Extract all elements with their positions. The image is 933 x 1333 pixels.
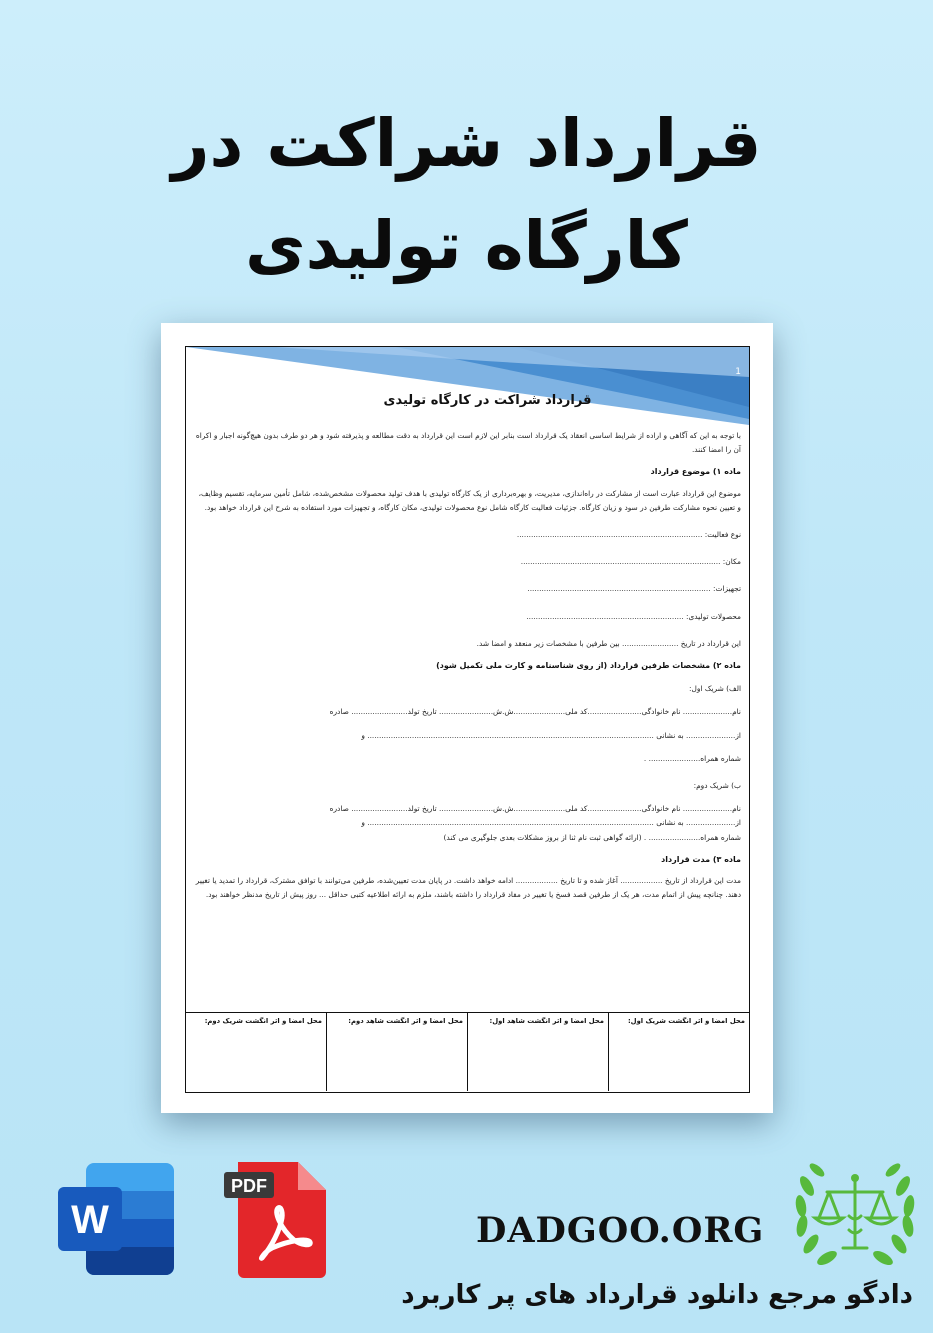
document-body — [194, 429, 741, 902]
party-1-line-3: شماره همراه...................... . — [643, 753, 741, 763]
field-products: محصولات تولیدی: ................................................................... — [526, 611, 741, 621]
article-3-text: مدت این قرارداد از تاریخ .................. آغاز شده و تا تاریخ .................. ادامه خواهد داشت. در پایان مدت تعیین‌شده، طرفین می‌توانند با توافق مشترک، قرارداد را تمدید یا تغییر دهند. چنانچه پیش از اتمام مدت، هر یک از طرفین قصد فسخ یا تغییر در مفاد قرارداد را داشته باشند، ملزم به ارائه اطلاعیه کتبی حداقل ... روز پیش از تاریخ مدنظر خواهند بود. — [195, 876, 741, 900]
party-1-label: الف) شریک اول: — [689, 684, 741, 694]
party-2-line-1: نام..................... نام خانوادگی.......................کد ملی......................ش.ش....................... تاریخ تولد........................ صادره — [329, 804, 741, 814]
signature-cell-second-witness[interactable]: محل امضا و اثر انگشت شاهد دوم: — [326, 1013, 467, 1091]
site-name[interactable]: DADGOO.ORG — [476, 1210, 765, 1251]
header-banner-graphic — [186, 347, 749, 427]
signature-cell-second-partner[interactable]: محل امضا و اثر انگشت شریک دوم: — [204, 1017, 322, 1025]
signature-cell-first-witness[interactable]: محل امضا و اثر انگشت شاهد اول: — [467, 1013, 608, 1091]
party-1-line-1: نام..................... نام خانوادگی.......................کد ملی......................ش.ش....................... تاریخ تولد........................ صادره — [329, 707, 741, 717]
pdf-icon[interactable] — [224, 1160, 328, 1278]
word-letter: W — [71, 1198, 109, 1242]
party-2-line-3: شماره همراه...................... . (ارائه گواهی ثبت نام ثنا از بروز مشکلات بعدی جلوگیری می کند) — [443, 832, 741, 842]
document-title: قرارداد شراکت در کارگاه تولیدی — [383, 393, 592, 408]
field-location: مکان: ..................................................................................... — [520, 557, 741, 567]
contract-date-line: این قرارداد در تاریخ ........................ بین طرفین با مشخصات زیر منعقد و امضا شد. — [476, 638, 741, 648]
hero-title-line-2: کارگاه تولیدی — [245, 207, 688, 284]
article-3-heading: ماده ۳) مدت قرارداد — [661, 854, 741, 864]
hero-title-line-1: قرارداد شراکت در — [171, 105, 762, 182]
signature-table — [186, 1012, 749, 1091]
field-activity: نوع فعالیت: ............................................................................... — [516, 530, 741, 540]
party-2-label: ب) شریک دوم: — [693, 781, 741, 791]
page-number: 1 — [735, 367, 741, 377]
signature-cell-first-partner[interactable]: محل امضا و اثر انگشت شریک اول: — [608, 1013, 749, 1091]
document-frame — [185, 346, 750, 1093]
site-tagline: دادگو مرجع دانلود قرارداد های پر کاربرد — [401, 1280, 913, 1310]
intro-paragraph: با توجه به این که آگاهی و اراده از شرایط اساسی انعقاد یک قرارداد است بنابر این لازم است این قرارداد به دقت مطالعه و پذیرفته شود و هر دو طرف بدون هیچ‌گونه اجبار و اکراه آن را امضا کنند. — [195, 431, 741, 455]
party-1-line-2: از..................... به نشانی .......................................................................................................................... و — [361, 730, 741, 740]
article-1-heading: ماده ۱) موضوع قرارداد — [650, 467, 741, 477]
field-equipment: تجهیزات: .............................................................................. — [527, 584, 741, 594]
article-1-text: موضوع این قرارداد عبارت است از مشارکت در راه‌اندازی، مدیریت، و بهره‌برداری از یک کارگاه تولیدی با هدف تولید محصولات مشخص‌شده، شامل تأمین سرمایه، تقسیم وظایف، و تعیین نحوه مشارکت طرفین در سود و زیان کارگاه. جزئیات فعالیت کارگاه شامل نوع محصولات تولیدی، مکان کارگاه، و تجهیزات مورد استفاده به شرح این قرارداد خواهد بود. — [198, 488, 741, 512]
article-2-heading: ماده ۲) مشخصات طرفین قرارداد (از روی شناسنامه و کارت ملی تکمیل شود) — [436, 661, 741, 671]
pdf-badge: PDF — [231, 1176, 267, 1196]
document-preview[interactable] — [161, 323, 773, 1113]
word-icon[interactable] — [58, 1163, 178, 1275]
scales-of-justice-icon — [793, 1156, 917, 1274]
party-2-line-2: از..................... به نشانی .......................................................................................................................... و — [361, 818, 741, 828]
